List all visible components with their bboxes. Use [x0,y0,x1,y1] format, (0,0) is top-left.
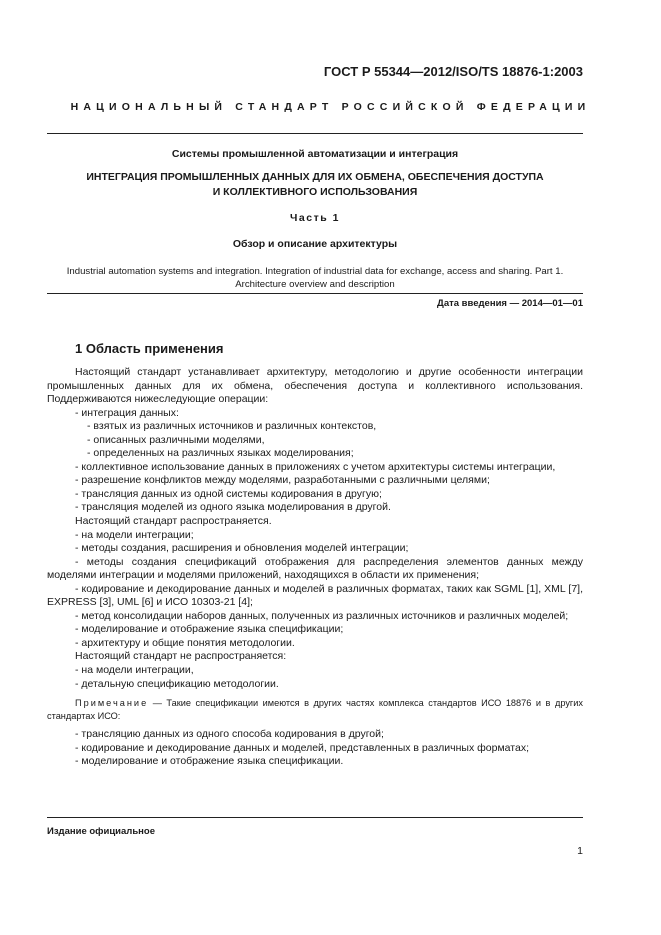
list-item: - взятых из различных источников и различных контекстов, [87,420,377,433]
english-title-line-1: Industrial automation systems and integration. Integration of industrial data for exchange, access and sharing. Part 1. [66,266,564,277]
part-label: Часть 1 [290,212,340,224]
footer-divider [47,817,583,818]
intro-paragraph: Настоящий стандарт устанавливает архитектуру, методологию и другие особенности интеграции промышленных данных для их обмена, обеспечения доступа и коллективного использования. Поддерживаются нижеследующие операции: [47,366,583,406]
applies-intro: Настоящий стандарт распространяется. [75,515,272,528]
title-divider [47,293,583,294]
title-line-2: И КОЛЛЕКТИВНОГО ИСПОЛЬЗОВАНИЯ [212,186,418,198]
list-item: - моделирование и отображение языка спецификации. [75,755,344,768]
note-text: — Такие спецификации имеются в других частях комплекса стандартов ИСО 18876 и в других стандартах ИСО: [47,698,583,721]
list-item: - кодирование и декодирование данных и моделей в различных форматах, таких как SGML [1], XML [7], EXPRESS [3], UML [6] и ИСО 10303-21 [4]; [47,582,583,609]
list-item: - трансляция данных из одной системы кодирования в другую; [75,487,382,500]
list-item: - описанных различными моделями, [87,433,265,446]
english-title-line-2: Architecture overview and description [235,279,395,290]
list-item: - методы создания спецификаций отображения для распределения элементов данных между моделями интеграции и моделями приложений, находящихся в области их применения; [47,555,583,582]
list-item: - определенных на различных языках моделирования; [87,447,354,460]
list-item: - трансляцию данных из одного способа кодирования в другой; [75,728,384,741]
note-label: Примечание [75,698,149,709]
section-body [47,366,583,769]
title-line-1: ИНТЕГРАЦИЯ ПРОМЫШЛЕННЫХ ДАННЫХ ДЛЯ ИХ ОБМЕНА, ОБЕСПЕЧЕНИЯ ДОСТУПА [86,171,544,183]
list-item: - архитектуру и общие понятия методологии. [75,636,295,649]
list-item: - методы создания, расширения и обновления моделей интеграции; [75,542,409,555]
not-applies-intro: Настоящий стандарт не распространяется: [75,650,287,663]
edition-label: Издание официальное [47,826,155,837]
national-standard-banner: НАЦИОНАЛЬНЫЙ СТАНДАРТ РОССИЙСКОЙ ФЕДЕРАЦИИ [70,101,591,113]
list-item: - на модели интеграции, [75,664,194,677]
top-divider [47,133,583,134]
document-code: ГОСТ Р 55344—2012/ISO/TS 18876-1:2003 [323,64,583,79]
list-item: - разрешение конфликтов между моделями, разработанными с различными целями; [75,474,490,487]
list-item: - кодирование и декодирование данных и моделей, представленных в различных форматах; [75,741,529,754]
page-number: 1 [577,845,583,857]
list-item: - метод консолидации наборов данных, полученных из различных источников и различных моделей; [75,609,569,622]
list-item: - коллективное использование данных в приложениях с учетом архитектуры системы интеграции, [75,460,556,473]
list-item: - на модели интеграции; [75,528,194,541]
standard-series: Системы промышленной автоматизации и интеграция [171,148,459,160]
list-item: - моделирование и отображение языка спецификации; [75,623,344,636]
introduction-date: Дата введения — 2014—01—01 [437,298,583,309]
list-item: - трансляция моделей из одного языка моделирования в другой. [75,501,391,514]
list-item: - детальную спецификацию методологии. [75,677,279,690]
english-title [47,265,583,291]
list-item: - интеграция данных: [75,406,179,419]
part-subtitle: Обзор и описание архитектуры [232,238,398,250]
section-heading: 1 Область применения [75,341,224,356]
standard-title [47,170,583,200]
note-paragraph [47,697,583,722]
